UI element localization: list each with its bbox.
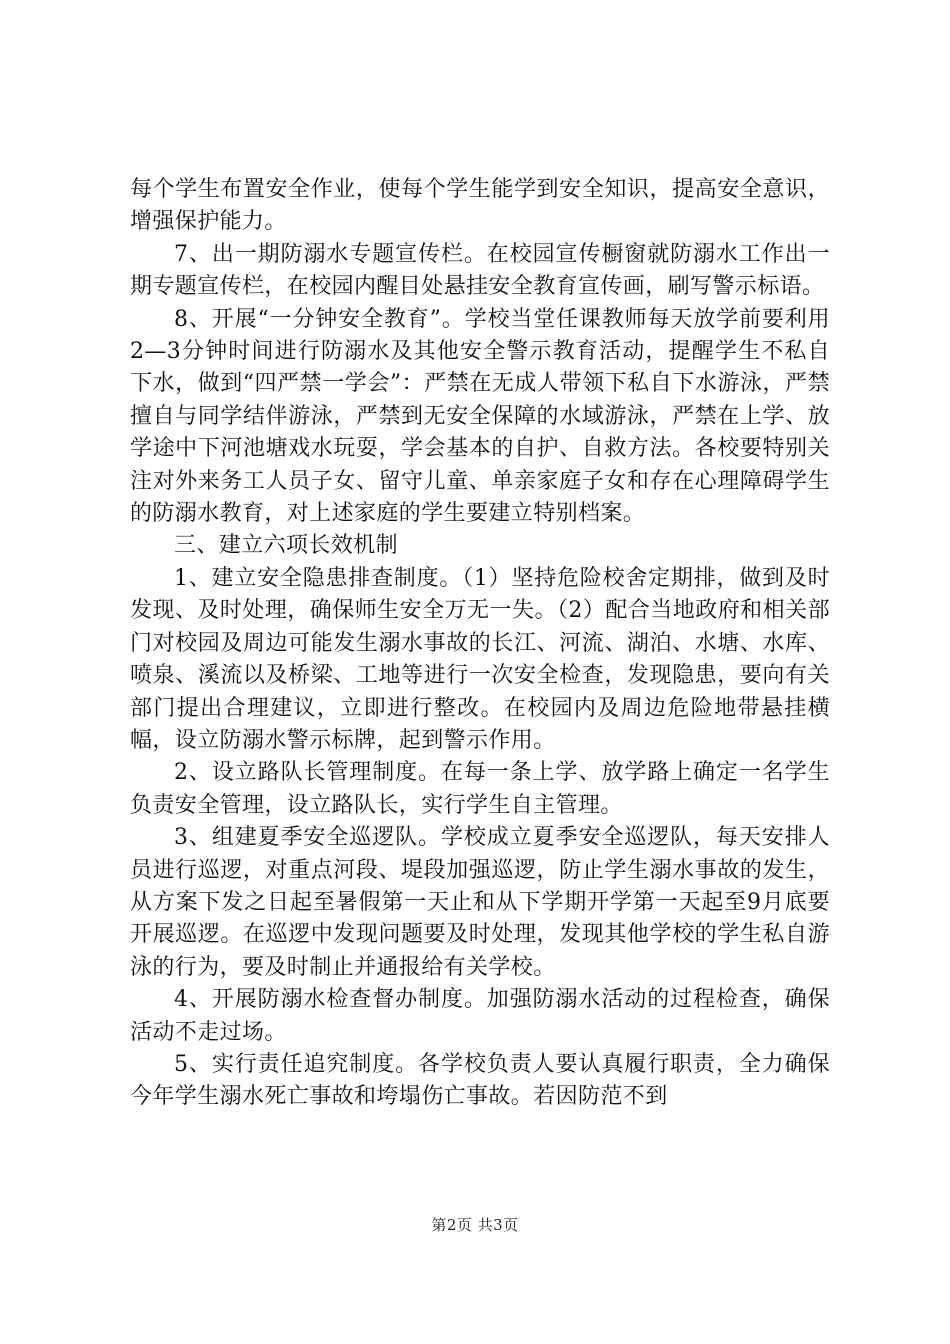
paragraph-item-7: 7、出一期防溺水专题宣传栏。在校园宣传橱窗就防溺水工作出一期专题宣传栏，在校园内醒目处悬挂安全教育宣传画，刷写警示标语。: [130, 241, 830, 300]
paragraph-mechanism-4: 4、开展防溺水检查督办制度。加强防溺水活动的过程检查，确保活动不走过场。: [130, 987, 830, 1045]
page-footer: [0, 1214, 950, 1235]
paragraph-mechanism-2: 2、设立路队长管理制度。在每一条上学、放学路上确定一名学生负责安全管理，设立路队长，实行学生自主管理。: [130, 760, 830, 818]
document-body: [130, 174, 830, 1114]
paragraph-continuation: 每个学生布置安全作业，使每个学生能学到安全知识，提高安全意识，增强保护能力。: [130, 177, 830, 235]
paragraph-mechanism-5: 5、实行责任追究制度。各学校负责人要认真履行职责，全力确保今年学生溺水死亡事故和垮塌伤亡事故。若因防范不到: [130, 1051, 830, 1110]
paragraph-item-8: 8、开展“一分钟安全教育”。学校当堂任课教师每天放学前要利用2—3分钟时间进行防溺水及其他安全警示教育活动，提醒学生不私自下水，做到“四严禁一学会”：严禁在无成人带领下私自下水游泳，严禁擅自与同学结伴游泳，严禁到无安全保障的水域游泳，严禁在上学、放学途中下河池塘戏水玩耍，学会基本的自护、自救方法。各校要特别关注对外来务工人员子女、留守儿童、单亲家庭子女和存在心理障碍学生的防溺水教育，对上述家庭的学生要建立特别档案。: [130, 306, 830, 527]
section-heading-3: 三、建立六项长效机制: [174, 533, 399, 559]
paragraph-mechanism-1: 1、建立安全隐患排查制度。（1）坚持危险校舍定期排，做到及时发现、及时处理，确保师生安全万无一失。（2）配合当地政府和相关部门对校园及周边可能发生溺水事故的长江、河流、湖泊、水塘、水库、喷泉、溪流以及桥梁、工地等进行一次安全检查，发现隐患，要向有关部门提出合理建议，立即进行整改。在校园内及周边危险地带悬挂横幅，设立防溺水警示标牌，起到警示作用。: [130, 565, 830, 753]
paragraph-mechanism-3: 3、组建夏季安全巡逻队。学校成立夏季安全巡逻队，每天安排人员进行巡逻，对重点河段、堤段加强巡逻，防止学生溺水事故的发生，从方案下发之日起至暑假第一天止和从下学期开学第一天起至9月底要开展巡逻。在巡逻中发现问题要及时处理，发现其他学校的学生私自游泳的行为，要及时制止并通报给有关学校。: [130, 825, 830, 980]
page-number-label: 第2页 共3页: [431, 1216, 519, 1234]
